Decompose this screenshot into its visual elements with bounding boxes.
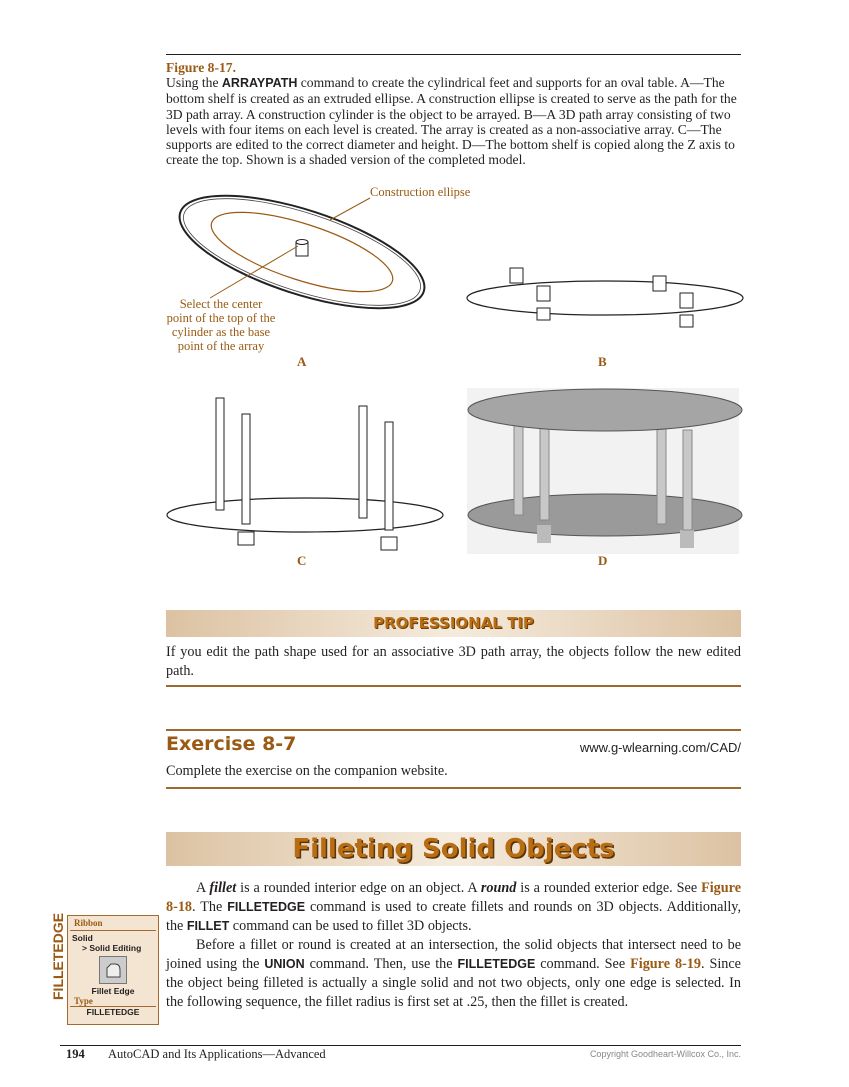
term-round: round <box>480 880 517 896</box>
exercise-url[interactable]: www.g-wlearning.com/CAD/ <box>579 740 741 755</box>
tip-text: If you edit the path shape used for an associative 3D path array, the objects follow the new edited path. <box>166 644 741 679</box>
sidebar-vertical-label: FILLETEDGE <box>50 912 66 1000</box>
caption-text: Using the <box>166 75 222 91</box>
section-title: Filleting Solid Objects <box>292 834 615 864</box>
figure-ref-8-18[interactable]: Figure 8-18 <box>166 880 741 915</box>
tip-title: PROFESSIONAL TIP <box>373 614 534 632</box>
exercise-title: Exercise 8-7 <box>166 733 297 755</box>
figure-ref-8-19[interactable]: Figure 8-19 <box>630 956 701 972</box>
exercise-top-rule <box>166 729 741 731</box>
section-heading-banner <box>166 832 741 866</box>
caption-command: ARRAYPATH <box>221 76 298 91</box>
professional-tip-banner <box>166 610 741 637</box>
term-fillet: fillet <box>209 880 237 896</box>
figure-number: Figure 8-17. <box>166 60 236 75</box>
page-number: 194 <box>66 1047 85 1061</box>
label-c: C <box>297 553 307 568</box>
fillet-edge-icon[interactable] <box>99 956 127 984</box>
caption-text: command to create the cylindrical feet and supports for an oval table. A—The bottom shelf is created as an extruded ellipse. A construction ellipse is created to serve as the path for the 3D path array. A construction cylinder is the object to be arrayed. B—A 3D path array consisting of two levels with four items on each level is created. The array is created as a non-associative array. C—The supports are edited to the correct diameter and height. D—The bottom shelf is copied along the Z axis to create the top. Shown is a shaded version of the completed model. <box>166 75 737 168</box>
paragraph-1: A fillet is a rounded interior edge on an object. A round is a rounded exterior edge. See Figure 8-18. The FILLETEDGE command is used to create fillets and rounds on 3D objects. Additionally, the FILLET command can be used to fillet 3D objects. <box>166 880 741 934</box>
footer-rule <box>60 1045 741 1046</box>
figure-d-drawing <box>467 388 742 554</box>
top-rule <box>166 54 741 55</box>
ribbon-path-tab: Solid <box>72 933 93 943</box>
paragraph-2: Before a fillet or round is created at an intersection, the solid objects that intersect need to be joined using the UNION command. Then, use the FILLETEDGE command. See Figure 8-19. Since the object being filleted is actually a single solid and not two objects, only one edge is selected. In the following sequence, the fillet radius is first set at .25, then the fillet is created. <box>166 937 741 1010</box>
figure-c-drawing <box>167 398 443 550</box>
type-heading: Type <box>70 996 156 1007</box>
figure-illustrations <box>160 180 750 580</box>
label-a: A <box>297 354 307 369</box>
annotation-construction-ellipse: Construction ellipse <box>370 185 471 199</box>
command-access-box <box>67 915 159 1025</box>
typed-command: FILLETEDGE <box>86 1007 140 1017</box>
figure-caption <box>166 60 742 167</box>
exercise-bottom-rule <box>166 787 741 789</box>
annotation-base-point: Select the center point of the top of the cylinder as the base point of the array <box>166 297 276 353</box>
figure-b-drawing <box>467 268 743 327</box>
label-b: B <box>598 354 607 369</box>
ribbon-heading: Ribbon <box>70 916 156 931</box>
book-title: AutoCAD and Its Applications—Advanced <box>108 1047 326 1061</box>
exercise-text: Complete the exercise on the companion website. <box>166 763 448 779</box>
tip-rule <box>166 685 741 687</box>
copyright: Copyright Goodheart-Willcox Co., Inc. <box>589 1049 741 1059</box>
fillet-edge-label: Fillet Edge <box>91 986 135 996</box>
label-d: D <box>598 553 608 568</box>
ribbon-path-panel: > Solid Editing <box>82 943 142 953</box>
body-text <box>166 879 741 1012</box>
